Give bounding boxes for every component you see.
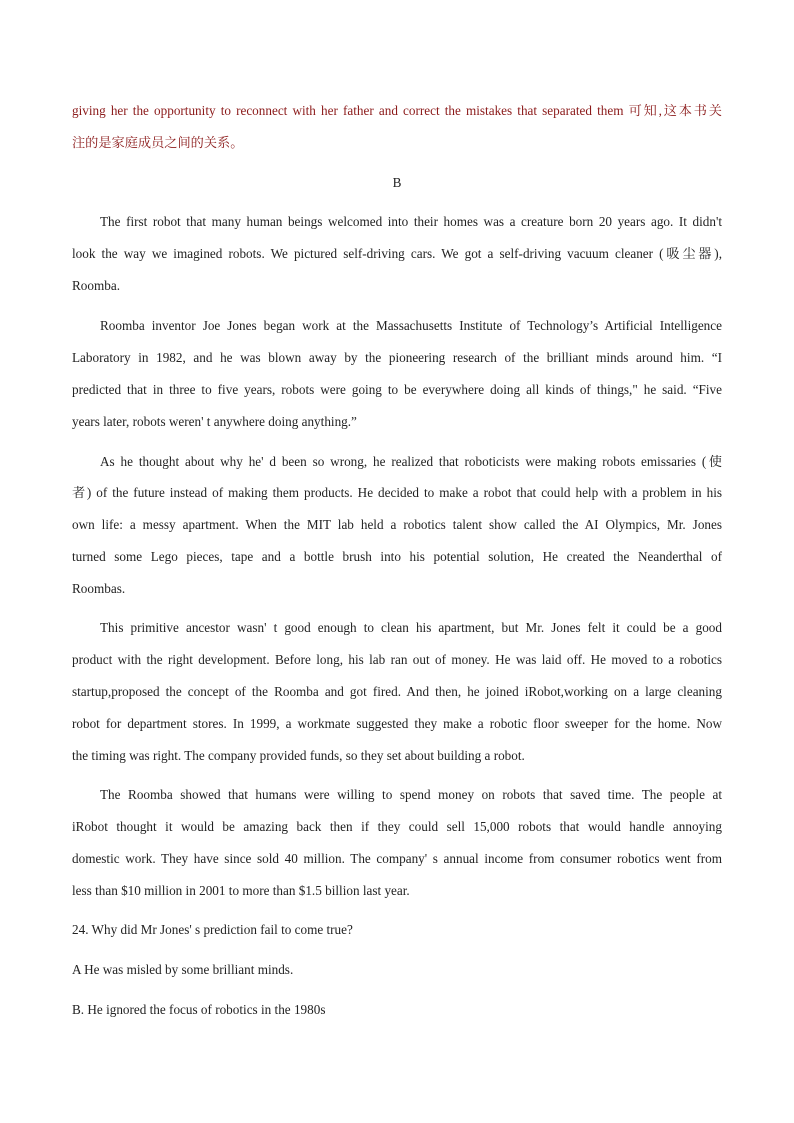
paragraph-line: Roomba. xyxy=(72,278,120,293)
paragraph-line: product with the right development. Before long, his lab ran out of money. He was laid off. He moved to a robotics xyxy=(72,652,722,667)
paragraph-line: 者) of the future instead of making them products. He decided to make a robot that could help with a problem in his xyxy=(72,485,722,500)
question-stem: 24. Why did Mr Jones' s prediction fail to come true? xyxy=(72,922,353,937)
paragraph-line: Laboratory in 1982, and he was blown away by the pioneering research of the brilliant minds around him. “I xyxy=(72,350,722,365)
paragraph-line: years later, robots weren' t anywhere doing anything.” xyxy=(72,414,357,429)
paragraph-line: The Roomba showed that humans were willing to spend money on robots that saved time. The people at xyxy=(100,787,722,802)
paragraph-line: As he thought about why he' d been so wrong, he realized that roboticists were making robots emissaries (使 xyxy=(100,454,722,469)
section-label: B xyxy=(392,175,402,190)
option-b: B. He ignored the focus of robotics in the 1980s xyxy=(72,1002,326,1017)
intro-line-1: giving her the opportunity to reconnect with her father and correct the mistakes that separated them 可知,这本书关 xyxy=(72,103,722,118)
paragraph-line: turned some Lego pieces, tape and a bottle brush into his potential solution, He created the Neanderthal of xyxy=(72,549,722,564)
paragraph-line: iRobot thought it would be amazing back then if they could sell 15,000 robots that would handle annoying xyxy=(72,819,722,834)
paragraph-line: Roombas. xyxy=(72,581,126,596)
paragraph-line: domestic work. They have since sold 40 million. The company' s annual income from consumer robotics went from xyxy=(72,851,722,866)
paragraph-line: Roomba inventor Joe Jones began work at the Massachusetts Institute of Technology’s Artificial Intelligence xyxy=(100,318,722,333)
option-a: A He was misled by some brilliant minds. xyxy=(72,962,294,977)
paragraph-line: the timing was right. The company provided funds, so they set about building a robot. xyxy=(72,748,525,763)
paragraph-line: startup,proposed the concept of the Roomba and got fired. And then, he joined iRobot,working on a large cleaning xyxy=(72,684,722,699)
paragraph-line: own life: a messy apartment. When the MIT lab held a robotics talent show called the AI Olympics, Mr. Jones xyxy=(72,517,722,532)
paragraph-line: predicted that in three to five years, robots were going to be everywhere doing all kinds of things," he said. “Five xyxy=(72,382,722,397)
paragraph-line: look the way we imagined robots. We pictured self-driving cars. We got a self-driving vacuum cleaner (吸尘器), xyxy=(72,246,722,261)
intro-line-2: 注的是家庭成员之间的关系。 xyxy=(72,135,244,150)
paragraph-line: robot for department stores. In 1999, a workmate suggested they make a robotic floor sweeper for the home. Now xyxy=(72,716,722,731)
paragraph-line: less than $10 million in 2001 to more than $1.5 billion last year. xyxy=(72,883,410,898)
paragraph-line: The first robot that many human beings welcomed into their homes was a creature born 20 years ago. It didn't xyxy=(100,214,722,229)
paragraph-line: This primitive ancestor wasn' t good enough to clean his apartment, but Mr. Jones felt it could be a good xyxy=(100,620,722,635)
